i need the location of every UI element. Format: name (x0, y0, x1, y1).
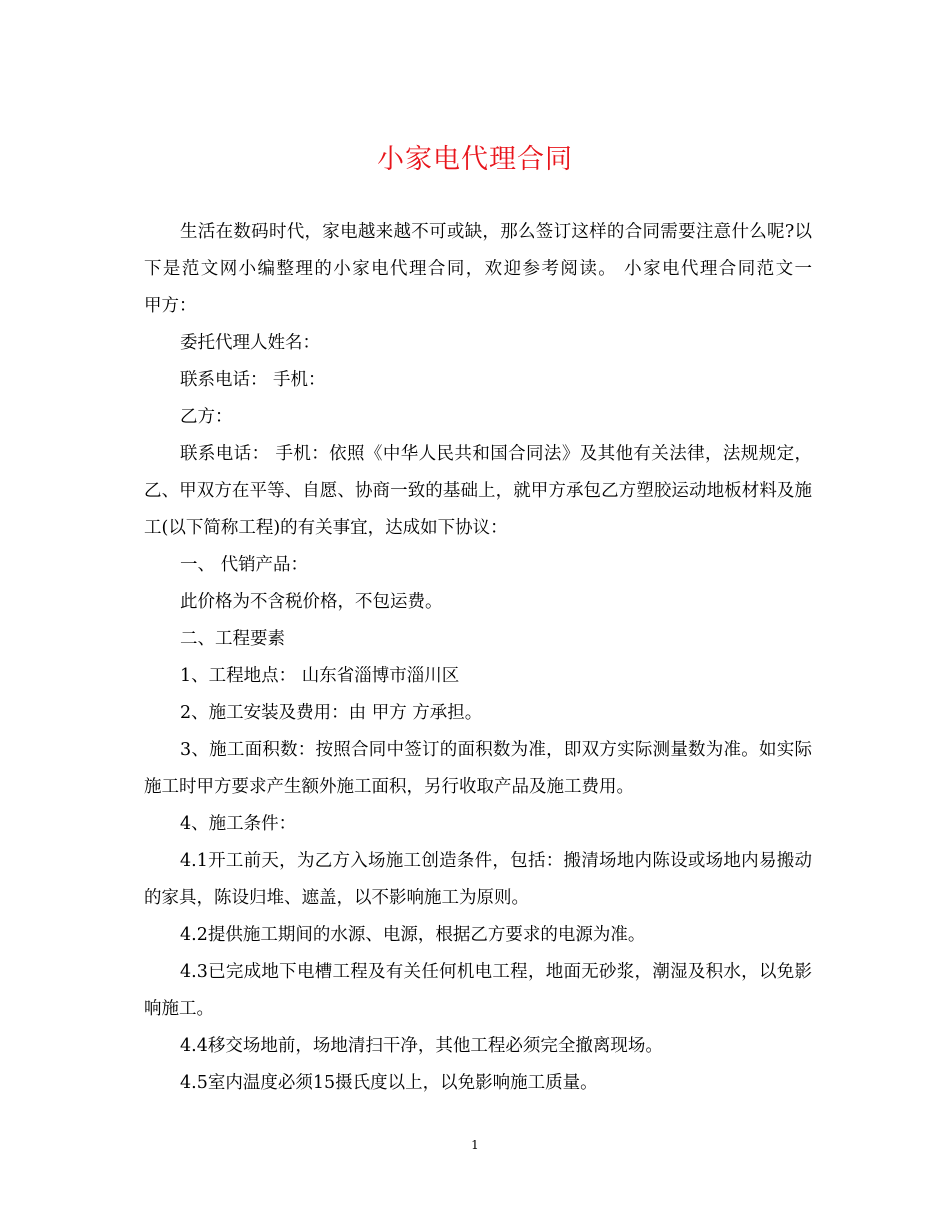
body-paragraph: 2、施工安装及费用：由 甲方 方承担。 (180, 703, 483, 723)
body-paragraph: 4.3已完成地下电槽工程及有关任何机电工程，地面无砂浆，潮湿及积水，以免影响施工。 (144, 962, 812, 1019)
body-paragraph: 3、施工面积数：按照合同中签订的面积数为准，即双方实际测量数为准。如实际施工时甲方要求产生额外施工面积，另行收取产品及施工费用。 (144, 740, 812, 797)
page-number: 1 (471, 1138, 479, 1152)
body-paragraph: 联系电话： 手机：依照《中华人民共和国合同法》及其他有关法律，法规规定，乙、甲双方在平等、自愿、协商一致的基础上，就甲方承包乙方塑胶运动地板材料及施工(以下简称工程)的有关事宜，达成如下协议： (144, 444, 812, 538)
body-paragraph: 4.2提供施工期间的水源、电源，根据乙方要求的电源为准。 (180, 925, 646, 945)
body-paragraph: 4、施工条件： (180, 814, 297, 834)
body-paragraph: 4.4移交场地前，场地清扫干净，其他工程必须完全撤离现场。 (180, 1036, 663, 1056)
document-title: 小家电代理合同 (377, 144, 573, 175)
body-paragraph: 二、工程要素 (180, 629, 285, 649)
body-paragraph: 乙方： (180, 407, 233, 427)
body-paragraph: 生活在数码时代，家电越来越不可或缺，那么签订这样的合同需要注意什么呢?以下是范文网小编整理的小家电代理合同，欢迎参考阅读。 小家电代理合同范文一 甲方： (144, 222, 847, 316)
body-paragraph: 联系电话： 手机： (180, 370, 326, 390)
body-paragraph: 1、工程地点： 山东省淄博市淄川区 (180, 666, 460, 686)
body-paragraph: 4.1开工前天，为乙方入场施工创造条件，包括：搬清场地内陈设或场地内易搬动的家具，陈设归堆、遮盖，以不影响施工为原则。 (144, 851, 812, 908)
document-body (144, 214, 847, 1102)
body-paragraph: 委托代理人姓名： (180, 333, 320, 353)
body-paragraph: 此价格为不含税价格，不包运费。 (180, 592, 443, 612)
body-paragraph: 一、 代销产品： (180, 555, 309, 575)
body-paragraph: 4.5室内温度必须15摄氏度以上，以免影响施工质量。 (180, 1073, 598, 1093)
